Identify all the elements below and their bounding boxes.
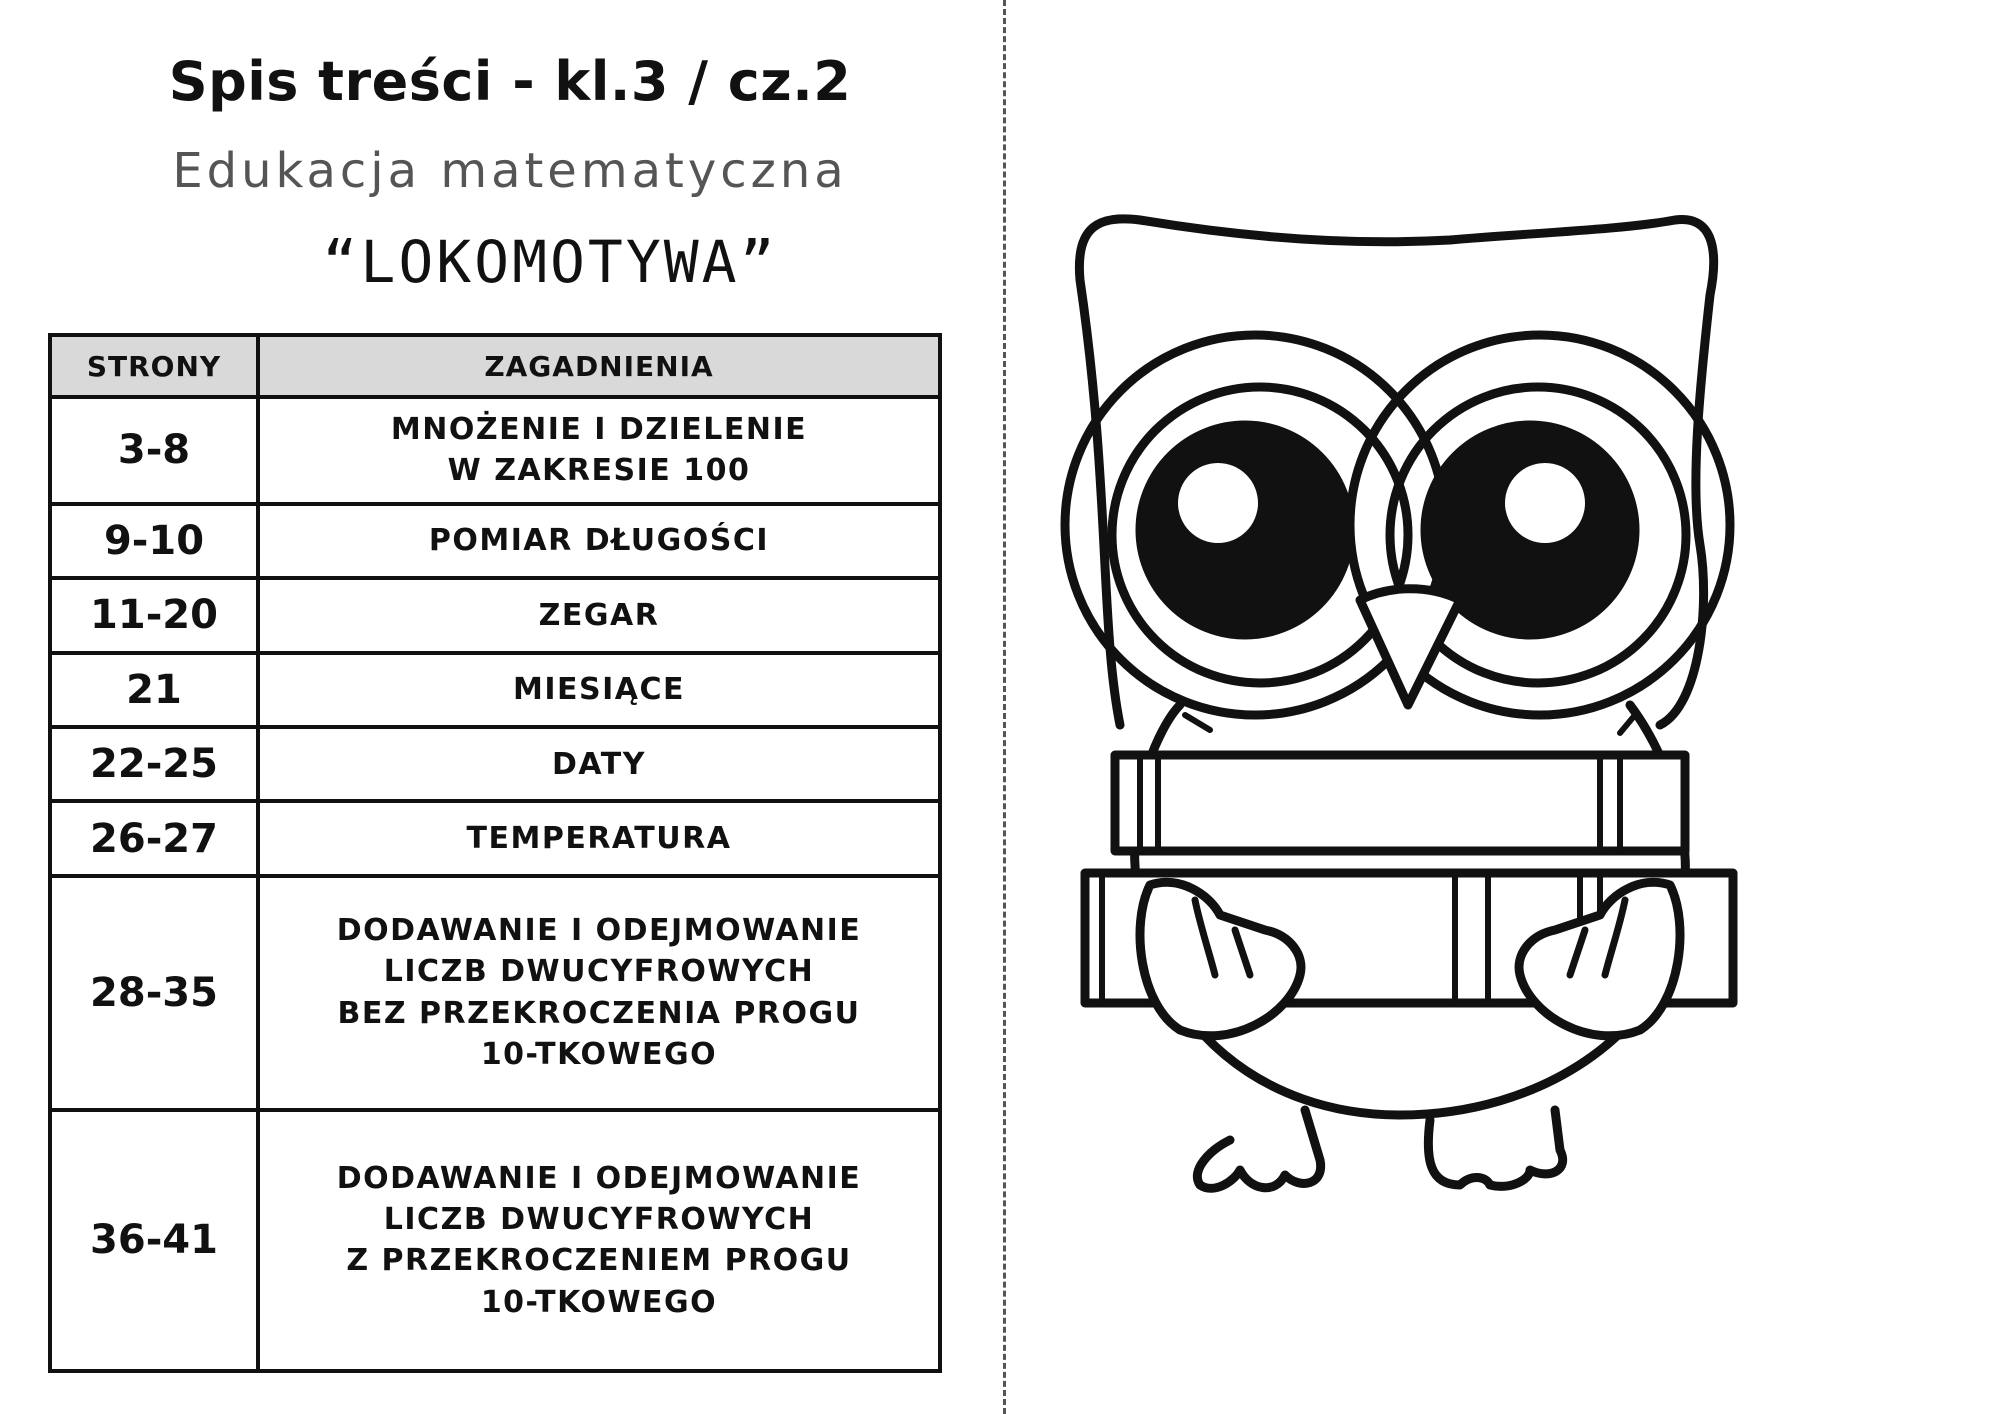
row-topic — [258, 801, 940, 875]
topic-line: BEZ PRZEKROCZENIA PROGU — [337, 995, 861, 1031]
topic-line: MIESIĄCE — [512, 672, 685, 708]
table-row — [50, 504, 940, 578]
table-row — [50, 1110, 940, 1371]
row-topic — [258, 397, 940, 504]
header-topics: ZAGADNIENIA — [258, 335, 940, 397]
row-pages: 11-20 — [50, 578, 258, 652]
topic-line: Z PRZEKROCZENIEM PROGU — [346, 1243, 852, 1279]
row-topic — [258, 1110, 940, 1371]
topic-line: TEMPERATURA — [466, 820, 732, 856]
table-of-contents — [48, 333, 942, 1373]
table-header-row — [50, 335, 940, 397]
row-topic — [258, 653, 940, 727]
topic-line: ZEGAR — [538, 597, 660, 633]
row-pages: 22-25 — [50, 727, 258, 801]
topic-line: DODAWANIE I ODEJMOWANIE — [336, 1160, 862, 1196]
topic-line: DATY — [552, 746, 646, 782]
table-row — [50, 653, 940, 727]
left-eye-shine-icon — [1178, 463, 1258, 543]
right-eye-shine-icon — [1505, 463, 1585, 543]
left-foot-icon — [1197, 1110, 1320, 1188]
header-pages: STRONY — [50, 335, 258, 397]
page-title: Spis treści - kl.3 / cz.2 — [168, 50, 852, 113]
row-pages: 21 — [50, 653, 258, 727]
row-topic — [258, 504, 940, 578]
book-title: “LOKOMOTYWA” — [322, 228, 778, 296]
table-row — [50, 876, 940, 1110]
topic-line: LICZB DWUCYFROWYCH — [383, 1201, 815, 1237]
topic-line: 10-TKOWEGO — [480, 1037, 718, 1073]
row-pages: 36-41 — [50, 1110, 258, 1371]
topic-line: POMIAR DŁUGOŚCI — [428, 523, 770, 559]
row-topic — [258, 578, 940, 652]
row-pages: 28-35 — [50, 876, 258, 1110]
row-topic — [258, 727, 940, 801]
table-row — [50, 727, 940, 801]
right-foot-icon — [1428, 1110, 1562, 1186]
table-row — [50, 578, 940, 652]
table-row — [50, 397, 940, 504]
topic-line: LICZB DWUCYFROWYCH — [383, 954, 815, 990]
topic-line: DODAWANIE I ODEJMOWANIE — [336, 913, 862, 948]
topic-line: W ZAKRESIE 100 — [447, 453, 751, 489]
owl-with-books-icon — [1060, 185, 1960, 1215]
row-pages: 3-8 — [50, 397, 258, 504]
page-subtitle: Edukacja matematyczna — [172, 143, 848, 199]
topic-line: 10-TKOWEGO — [480, 1284, 718, 1320]
topic-line: MNOŻENIE I DZIELENIE — [390, 411, 808, 447]
row-pages: 9-10 — [50, 504, 258, 578]
row-pages: 26-27 — [50, 801, 258, 875]
table-row — [50, 801, 940, 875]
row-topic — [258, 876, 940, 1110]
fold-divider — [1003, 0, 1006, 1414]
